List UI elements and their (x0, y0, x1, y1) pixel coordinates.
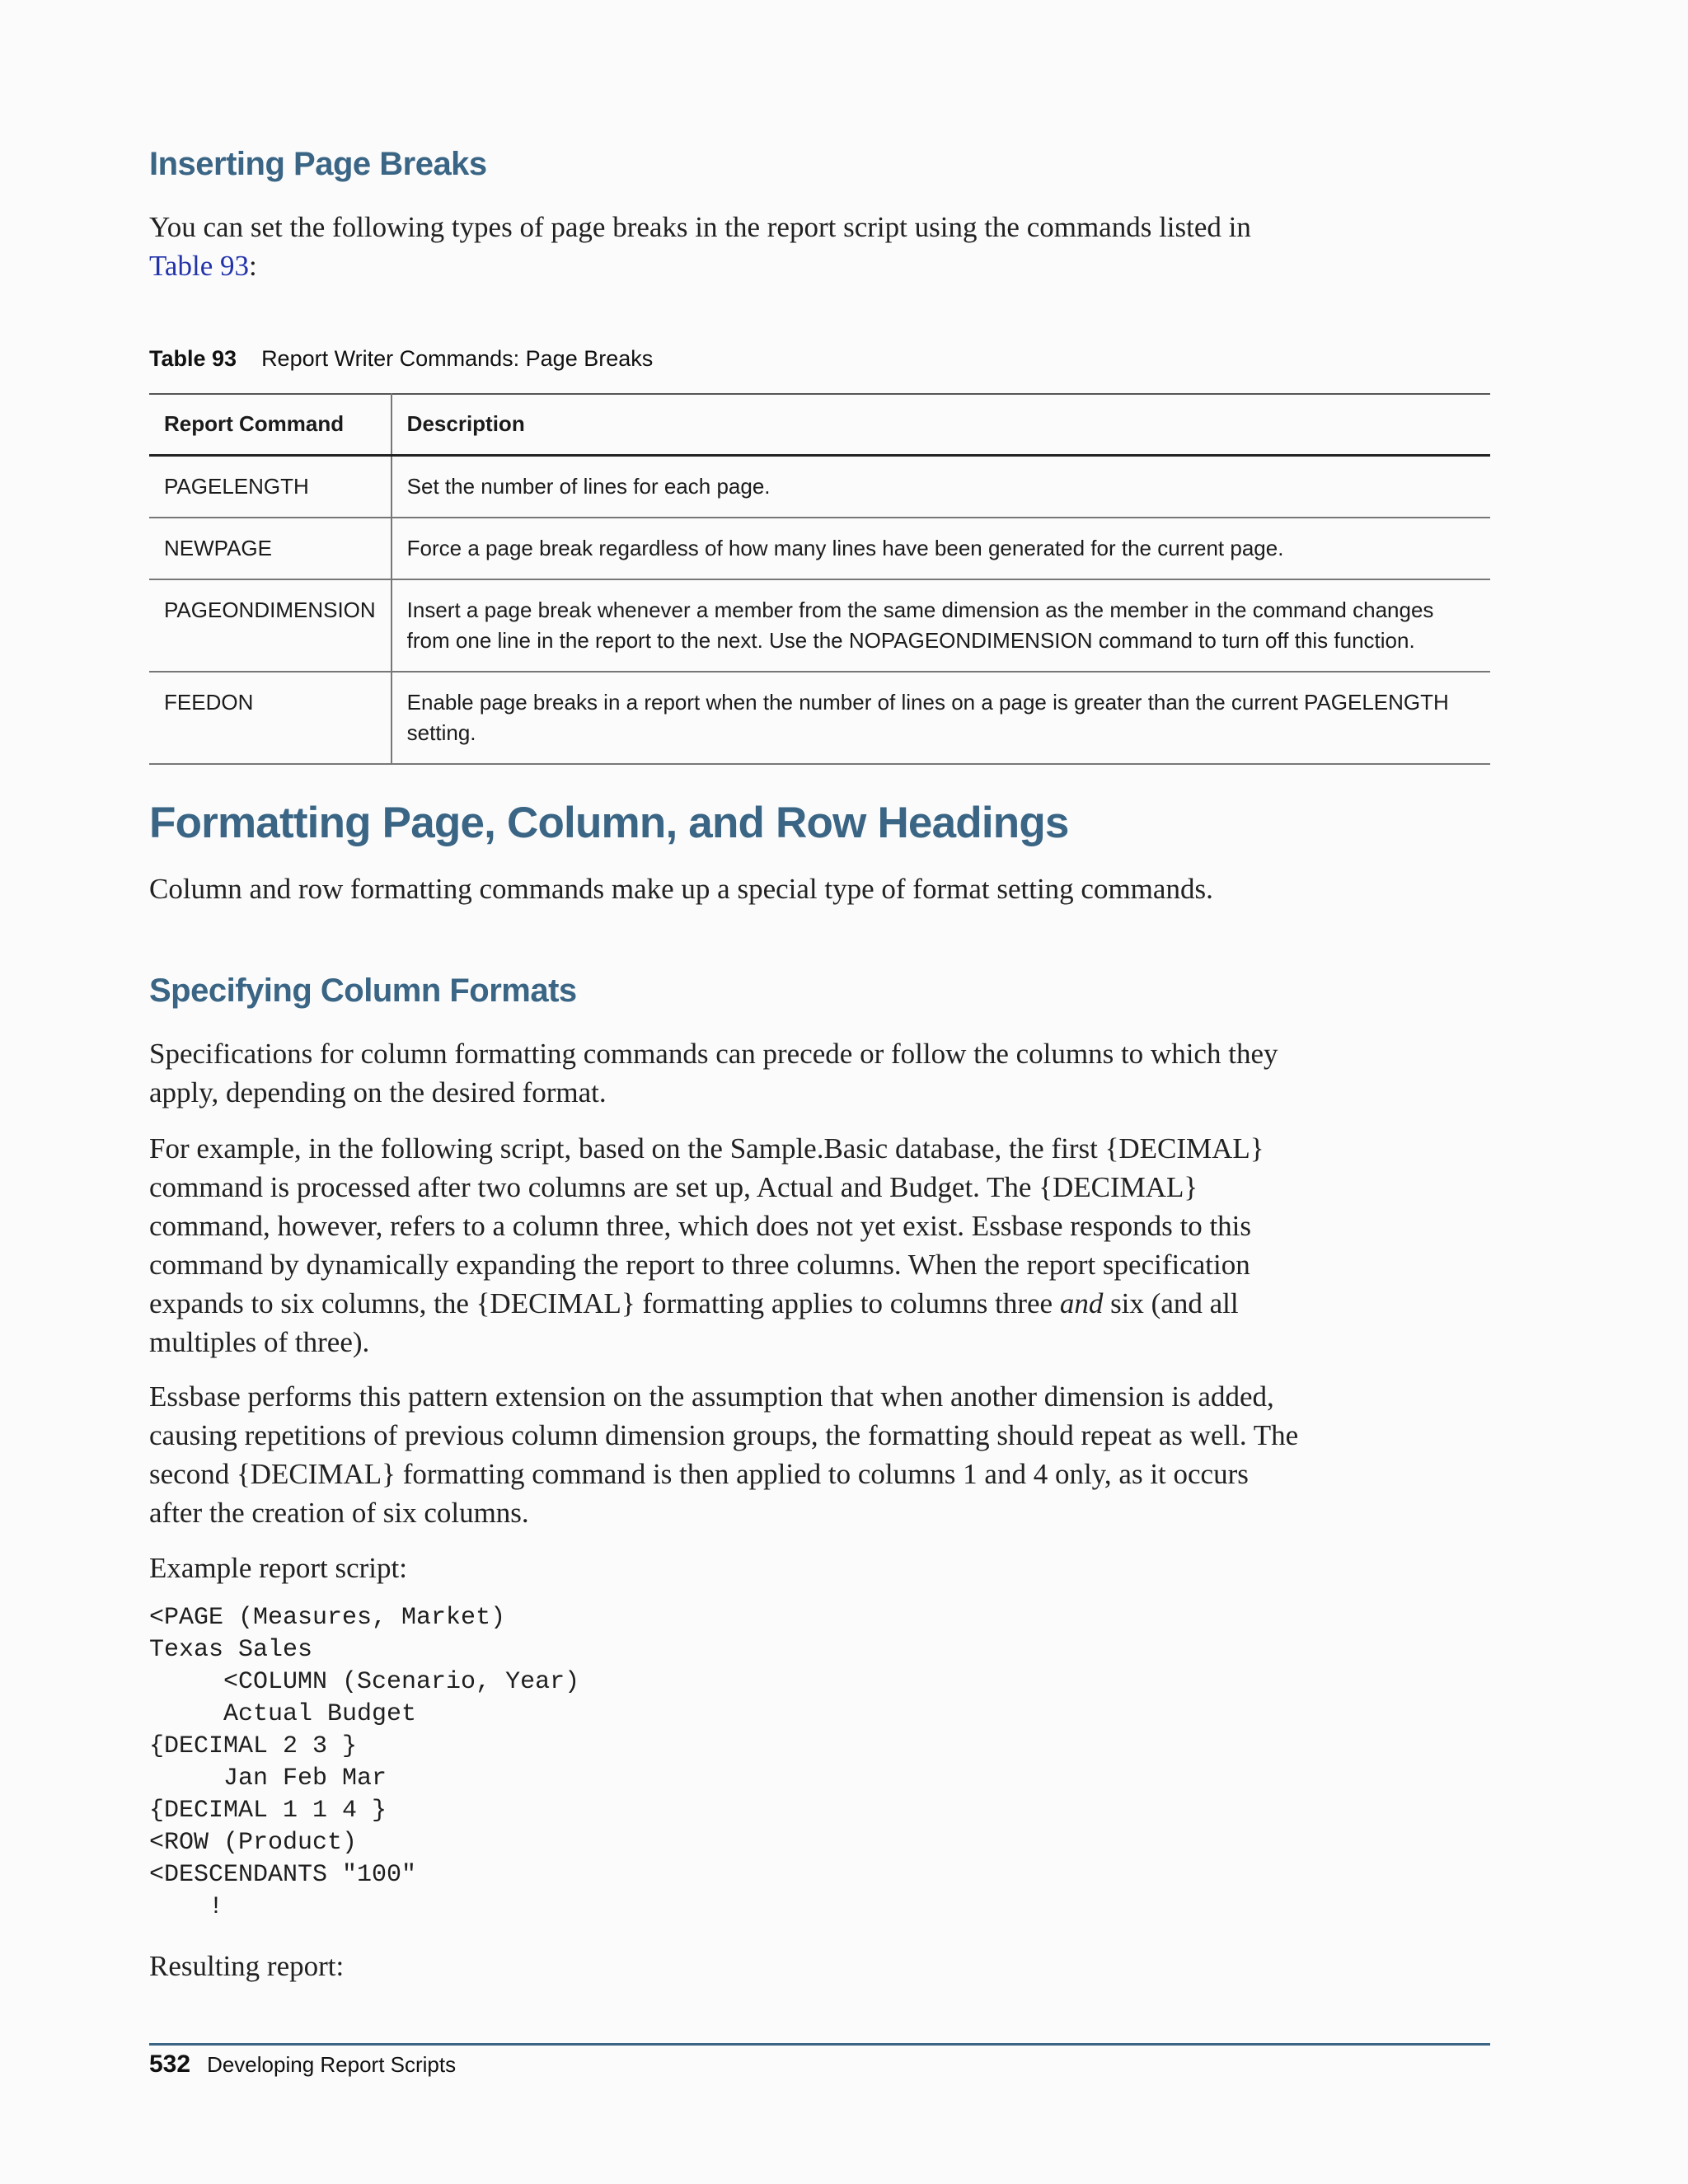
formatting-intro: Column and row formatting commands make up a special type of format setting commands. (149, 873, 1213, 905)
table-93-link[interactable]: Table 93 (149, 250, 249, 282)
command-cell: FEEDON (149, 672, 392, 764)
page-break-commands-table (149, 393, 1490, 765)
command-cell: PAGEONDIMENSION (149, 579, 392, 672)
page-breaks-intro (149, 208, 1303, 285)
chapter-title: Developing Report Scripts (207, 2052, 457, 2077)
footer-divider (149, 2043, 1490, 2046)
table-header-row (149, 394, 1490, 455)
table-caption-title: Report Writer Commands: Page Breaks (261, 346, 654, 371)
intro-text: You can set the following types of page breaks in the report script using the commands listed in (149, 211, 1251, 243)
column-formats-paragraph-3: Essbase performs this pattern extension on the assumption that when another dimension is added, causing repetitions of previous column dimension groups, the formatting should repeat as well. The second {DECIMAL} formatting command is then applied to columns 1 and 4 only, as it occurs after the creation of six columns. (149, 1380, 1299, 1529)
description-cell: Insert a page break whenever a member from the same dimension as the member in the command changes from one line in the report to the next. Use the NOPAGEONDIMENSION command to turn off this function. (392, 579, 1490, 672)
result-label: Resulting report: (149, 1950, 345, 1982)
paragraph-2-text-a: For example, in the following script, based on the Sample.Basic database, the first {DECIMAL} command is processed after two columns are set up, Actual and Budget. The {DECIMAL} command, however, refers to a column three, which does not yet exist. Essbase responds to this command by dynamically expanding the report to three columns. When the report specification expands to six columns, the {DECIMAL} formatting applies to columns three (149, 1132, 1264, 1319)
command-cell: PAGELENGTH (149, 455, 392, 518)
section-heading-column-formats: Specifying Column Formats (149, 972, 577, 1009)
table-row (149, 672, 1490, 764)
table-row (149, 455, 1490, 518)
section-heading-formatting: Formatting Page, Column, and Row Headings (149, 799, 1069, 847)
description-cell: Set the number of lines for each page. (392, 455, 1490, 518)
description-cell: Enable page breaks in a report when the number of lines on a page is greater than the current PAGELENGTH setting. (392, 672, 1490, 764)
table-caption (149, 346, 653, 372)
report-script-code: <PAGE (Measures, Market) Texas Sales <COLUMN (Scenario, Year) Actual Budget {DECIMAL 2 3 } Jan Feb Mar {DECIMAL 1 1 4 } <ROW (Product) <DESCENDANTS "100" ! (149, 1604, 580, 1921)
command-cell: NEWPAGE (149, 518, 392, 579)
column-formats-paragraph-2 (149, 1129, 1303, 1361)
column-header-report-command: Report Command (149, 394, 392, 455)
table-row (149, 518, 1490, 579)
table-caption-number: Table 93 (149, 346, 237, 371)
table-row (149, 579, 1490, 672)
section-heading-page-breaks: Inserting Page Breaks (149, 146, 487, 182)
example-label: Example report script: (149, 1552, 407, 1584)
page-footer (149, 2050, 456, 2079)
intro-end: : (248, 250, 257, 282)
paragraph-2-emphasis: and (1059, 1287, 1104, 1319)
paragraph-2-text-b: six (and all multiples of three). (149, 1287, 1239, 1358)
description-cell: Force a page break regardless of how many lines have been generated for the current page. (392, 518, 1490, 579)
page-number: 532 (149, 2050, 191, 2078)
column-header-description: Description (392, 394, 1490, 455)
column-formats-paragraph-1: Specifications for column formatting commands can precede or follow the columns to which they apply, depending on the desired format. (149, 1038, 1278, 1108)
